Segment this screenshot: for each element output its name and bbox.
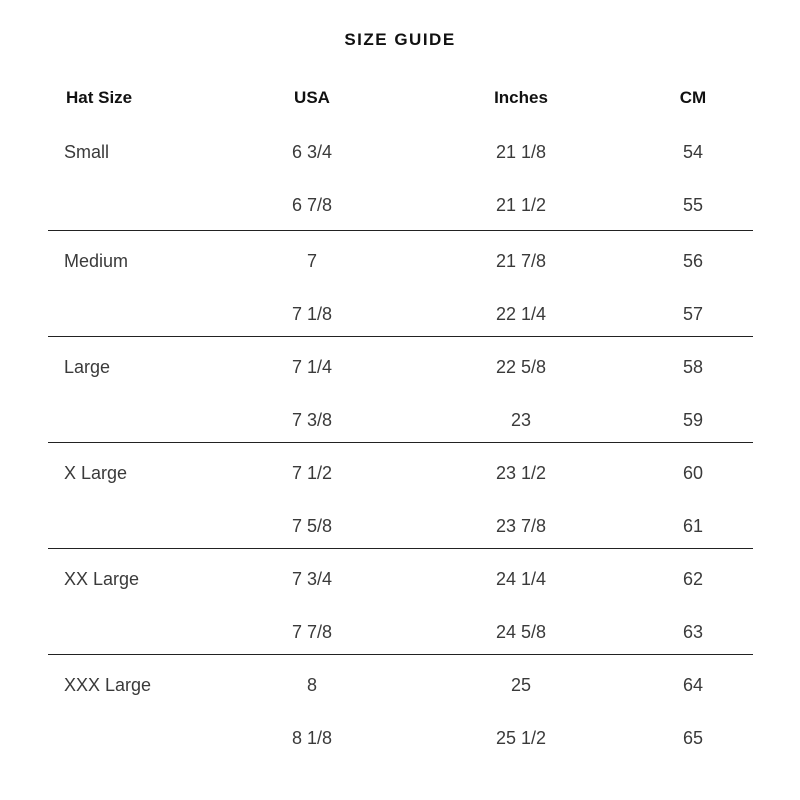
cm-value: 59 bbox=[682, 410, 704, 430]
group-divider bbox=[48, 230, 753, 231]
header-usa: USA bbox=[294, 88, 330, 107]
table-row bbox=[0, 355, 800, 379]
header-inches: Inches bbox=[494, 88, 548, 107]
size-group-medium bbox=[0, 249, 800, 355]
inches-value: 24 5/8 bbox=[495, 622, 547, 642]
cm-value: 60 bbox=[682, 463, 704, 483]
group-divider bbox=[48, 336, 753, 337]
table-row bbox=[0, 302, 800, 326]
cm-value: 61 bbox=[682, 516, 704, 536]
inches-value: 23 1/2 bbox=[495, 463, 547, 483]
hat-size-label: XXX Large bbox=[64, 675, 152, 695]
inches-value: 21 1/2 bbox=[495, 195, 547, 215]
page-title: SIZE GUIDE bbox=[344, 30, 456, 49]
cm-value: 64 bbox=[682, 675, 704, 695]
size-group-x-large bbox=[0, 461, 800, 567]
group-divider bbox=[48, 654, 753, 655]
inches-value: 23 bbox=[510, 410, 532, 430]
header-hat-size: Hat Size bbox=[66, 88, 133, 107]
usa-value: 7 5/8 bbox=[291, 516, 333, 536]
cm-value: 56 bbox=[682, 251, 704, 271]
hat-size-label: X Large bbox=[64, 463, 128, 483]
size-group-xxx-large bbox=[0, 673, 800, 779]
cm-value: 58 bbox=[682, 357, 704, 377]
hat-size-label: Medium bbox=[64, 251, 129, 271]
table-row bbox=[0, 408, 800, 432]
usa-value: 7 bbox=[306, 251, 317, 271]
cm-value: 65 bbox=[682, 728, 704, 748]
table-row bbox=[0, 673, 800, 697]
group-divider bbox=[48, 548, 753, 549]
size-group-large bbox=[0, 355, 800, 461]
size-group-xx-large bbox=[0, 567, 800, 673]
usa-value: 8 bbox=[306, 675, 317, 695]
table-row bbox=[0, 726, 800, 750]
table-row bbox=[0, 567, 800, 591]
cm-value: 62 bbox=[682, 569, 704, 589]
cm-value: 54 bbox=[682, 142, 704, 162]
inches-value: 21 7/8 bbox=[495, 251, 547, 271]
hat-size-label: Large bbox=[64, 357, 111, 377]
group-divider bbox=[48, 442, 753, 443]
usa-value: 6 7/8 bbox=[291, 195, 333, 215]
table-row bbox=[0, 514, 800, 538]
table-header bbox=[0, 86, 800, 110]
usa-value: 6 3/4 bbox=[291, 142, 333, 162]
cm-value: 55 bbox=[682, 195, 704, 215]
inches-value: 21 1/8 bbox=[495, 142, 547, 162]
inches-value: 25 1/2 bbox=[495, 728, 547, 748]
header-cm: CM bbox=[679, 88, 707, 107]
inches-value: 22 5/8 bbox=[495, 357, 547, 377]
table-row bbox=[0, 249, 800, 273]
cm-value: 63 bbox=[682, 622, 704, 642]
cm-value: 57 bbox=[682, 304, 704, 324]
inches-value: 23 7/8 bbox=[495, 516, 547, 536]
usa-value: 7 1/2 bbox=[291, 463, 333, 483]
usa-value: 7 3/8 bbox=[291, 410, 333, 430]
inches-value: 25 bbox=[510, 675, 532, 695]
inches-value: 22 1/4 bbox=[495, 304, 547, 324]
usa-value: 7 1/4 bbox=[291, 357, 333, 377]
hat-size-label: Small bbox=[64, 142, 110, 162]
table-row bbox=[0, 461, 800, 485]
usa-value: 7 1/8 bbox=[291, 304, 333, 324]
table-row bbox=[0, 620, 800, 644]
inches-value: 24 1/4 bbox=[495, 569, 547, 589]
table-row bbox=[0, 140, 800, 164]
hat-size-label: XX Large bbox=[64, 569, 140, 589]
table-row bbox=[0, 193, 800, 217]
usa-value: 8 1/8 bbox=[291, 728, 333, 748]
usa-value: 7 7/8 bbox=[291, 622, 333, 642]
usa-value: 7 3/4 bbox=[291, 569, 333, 589]
